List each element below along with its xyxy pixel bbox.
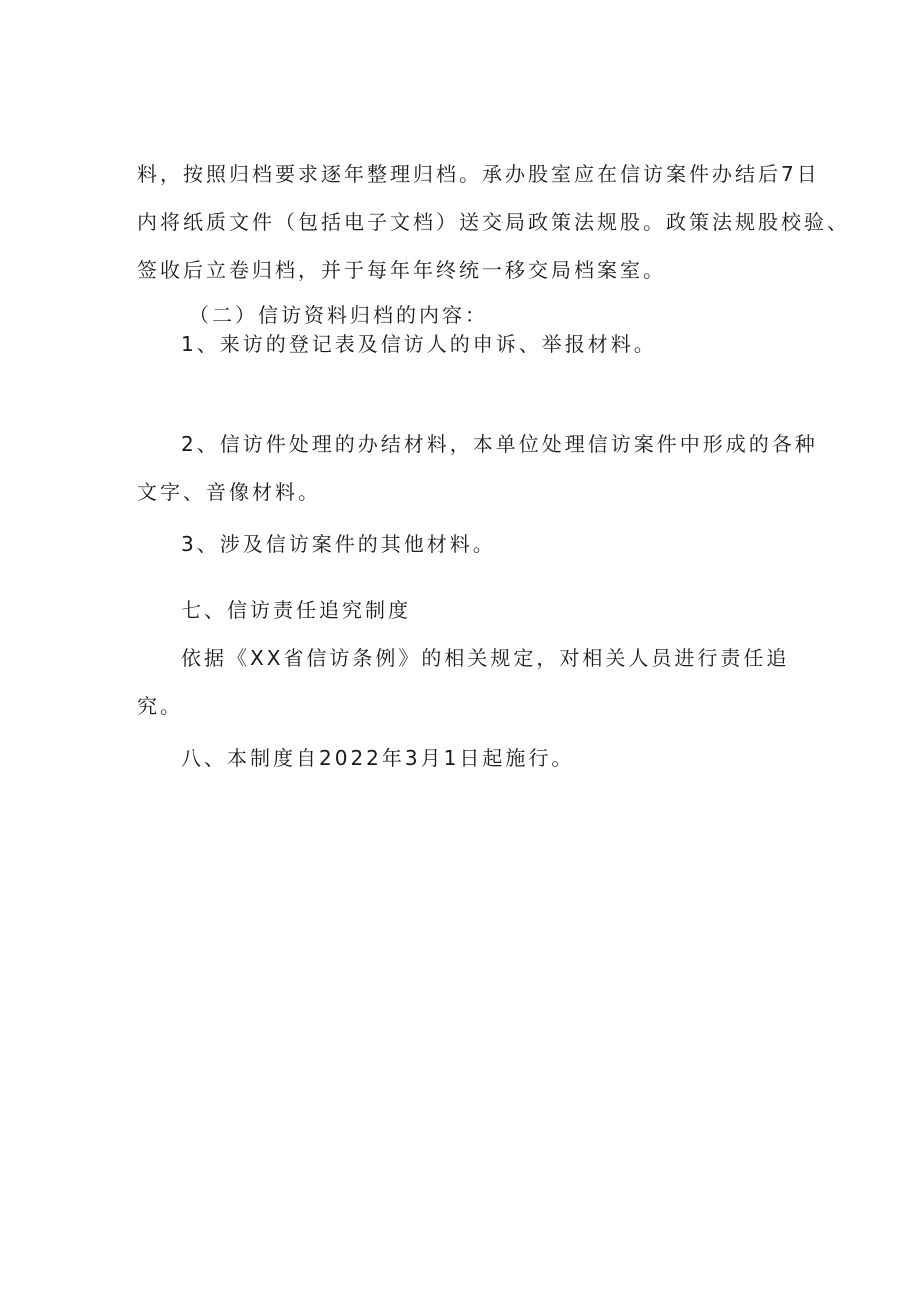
paragraph-line: 签收后立卷归档，并于每年年终统一移交局档案室。	[137, 258, 666, 282]
paragraph-line: 料，按照归档要求逐年整理归档。承办股室应在信访案件办结后7日	[137, 162, 820, 186]
list-item: 1、来访的登记表及信访人的申诉、举报材料。	[181, 332, 657, 356]
paragraph-line: 内将纸质文件（包括电子文档）送交局政策法规股。政策法规股校验、	[137, 210, 850, 234]
section-heading: 七、信访责任追究制度	[181, 598, 411, 622]
section-heading: 八、本制度自2022年3月1日起施行。	[181, 746, 575, 770]
list-item: 2、信访件处理的办结材料，本单位处理信访案件中形成的各种	[181, 432, 818, 456]
paragraph-line: 文字、音像材料。	[137, 480, 321, 504]
list-item: 3、涉及信访案件的其他材料。	[181, 532, 496, 556]
paragraph-line: 依据《XX省信访条例》的相关规定，对相关人员进行责任追	[181, 646, 790, 670]
subsection-heading: （二）信访资料归档的内容：	[189, 303, 488, 327]
paragraph-line: 究。	[137, 694, 183, 718]
